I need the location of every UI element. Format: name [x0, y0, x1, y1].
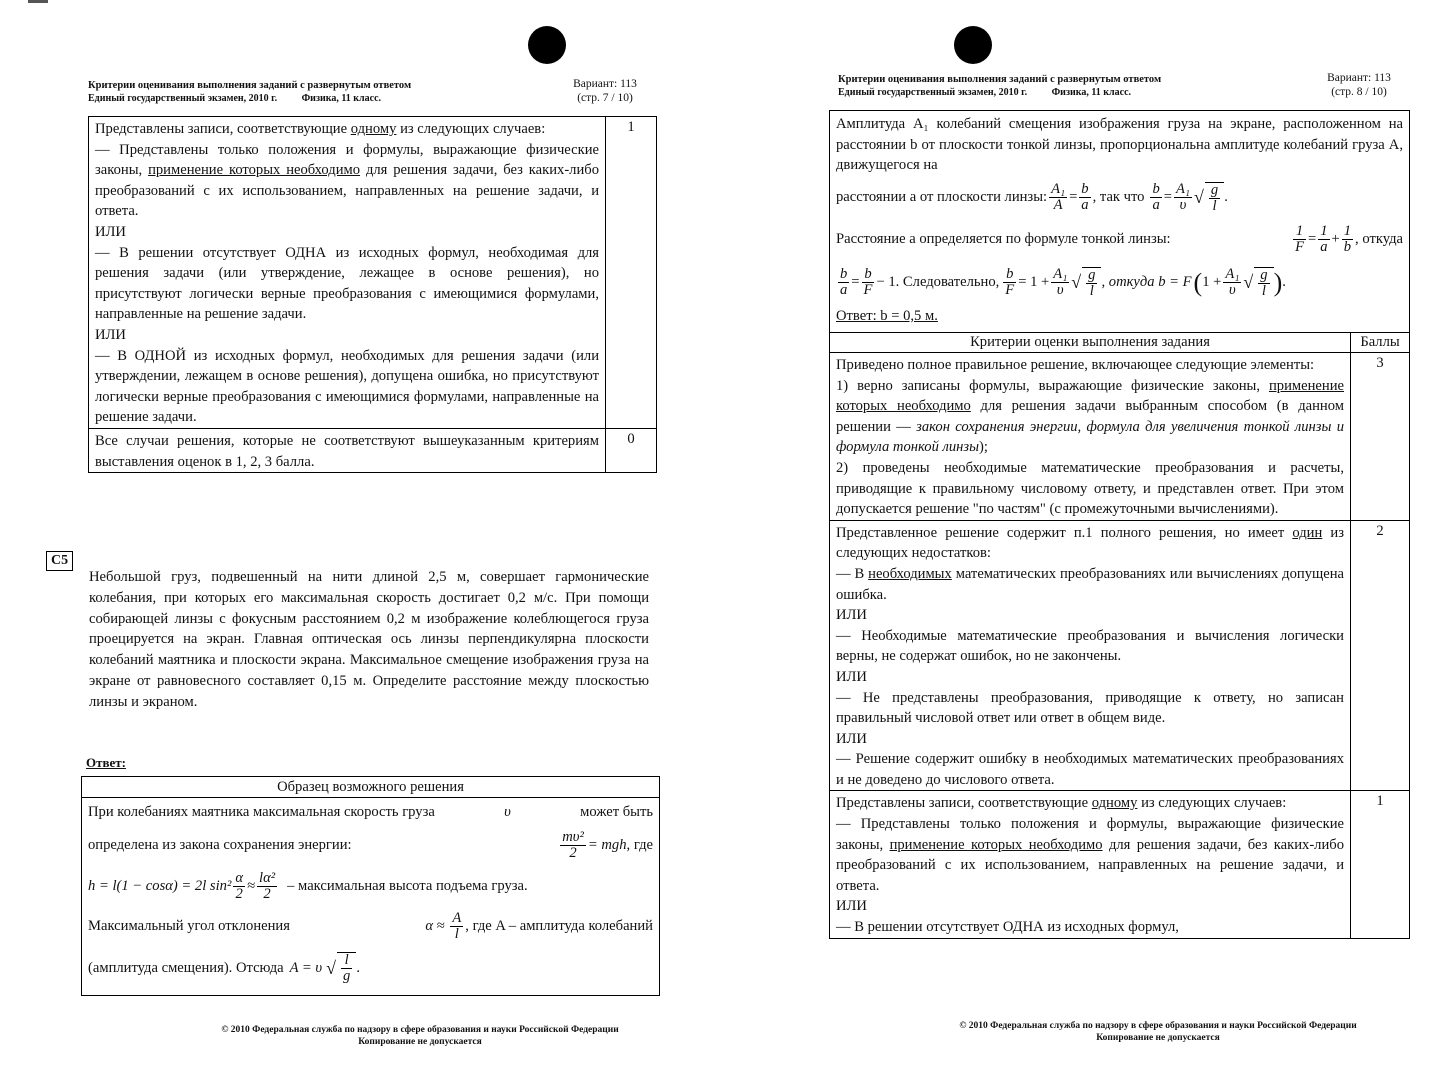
criteria-underlined: применение которых необходимо [889, 836, 1103, 853]
solution-body [830, 111, 1409, 329]
criteria-intro-end: из следующих случаев: [396, 121, 546, 137]
criteria-row [830, 520, 1410, 791]
fraction-den: b [1343, 239, 1352, 256]
criteria-item-1 [836, 376, 1344, 458]
criteria-text [89, 117, 606, 429]
fraction-num: 1 [1343, 223, 1352, 240]
height-equation: h = l(1 − cosα) = 2l sin² [88, 877, 232, 894]
criteria-row [89, 428, 657, 472]
criteria-text-part: ); [979, 439, 988, 456]
solution-title: Образец возможного решения [82, 777, 659, 798]
fraction-num: α [235, 869, 243, 886]
criteria-item-2: 2) проведены необходимые математические преобразования и расчеты, приводящие к правильному числовому ответу, и представлен ответ. При этом допускается решение "по частям" (с промежуточными вычислениями). [836, 459, 1344, 518]
fraction-num: b [1003, 267, 1016, 283]
task-text: Небольшой груз, подвешенный на нити длиной 2,5 м, совершает гармонические колебания, при которых его максимальная скорость достигает 0,2 м/с. При помощи собирающей линзы с фокусным расстоянием 0,2 м изображение колеблющегося груза проецируется на экран. Главная оптическая ось линзы перпендикулярна плоскости колебаний маятника и плоскости экрана. Максимальное смещение изображения груза на экране от равновесного составляет 0,15 м. Определите расстояние между плоскостью линзы и экраном. [89, 569, 649, 710]
criteria-text-part: Представленное решение содержит п.1 полного решения, но имеет [836, 524, 1293, 541]
fraction-num: A₁ [1225, 266, 1240, 283]
solution-text: − 1. Следовательно, [876, 274, 1000, 291]
fraction-den: 2 [235, 885, 243, 902]
equation-part: , откуда b = F [1101, 274, 1192, 291]
criteria-case-2: — В решении отсутствует ОДНА из исходных формул, [836, 919, 1179, 936]
solution-line: расстоянии a от плоскости линзы: $\frac{\text{A₁}}{A}$ = $\frac{b}{a}$ , так что $\frac{b}{a}$ = $\frac{\text{A₁}}{\upsilon}$ √ $\frac{g}{l}$ . [836, 181, 1228, 214]
criteria-score: 2 [1351, 520, 1410, 791]
fraction-den: a [1320, 239, 1328, 256]
fraction-den: l [454, 925, 459, 942]
table-header-row [830, 333, 1410, 353]
fraction-den: F [1005, 282, 1015, 299]
page-footer [120, 1024, 720, 1048]
criteria-row [830, 353, 1410, 521]
fraction-num: 1 [1320, 223, 1328, 240]
solution-text: При колебаниях маятника максимальная скорость груза [88, 804, 435, 820]
sqrt-body [1205, 182, 1224, 214]
or-separator: ИЛИ [836, 898, 867, 915]
criteria-row [830, 791, 1410, 938]
fraction-num: l [341, 953, 352, 969]
criteria-case-2: — Необходимые математические преобразования и вычисления логически верны, не содержат ошибок, но не закончены. [836, 627, 1344, 665]
fraction-den: F [863, 282, 873, 299]
criteria-text: Все случаи решения, которые не соответствуют вышеуказанным критериям выставления оценок в 1, 2, 3 балла. [89, 428, 606, 472]
fraction [1079, 182, 1090, 213]
fraction-num: A₁ [1053, 266, 1068, 283]
lens-equation: $\frac{1}{F}$ = $\frac{1}{a}$ + $\frac{1}{b}$ , откуда [1295, 223, 1403, 256]
page-footer [858, 1020, 1456, 1044]
solution-line [88, 906, 653, 946]
criteria-text-part: для решения задачи, без каких-либо преобразований с их использованием, направленных на решение задачи, и ответа. [836, 836, 1345, 894]
fraction [257, 871, 277, 902]
variant-number: Вариант: 113 [1327, 72, 1391, 84]
criteria-text-part: — Представлены только положения и формулы, выражающие физические законы, [836, 816, 1344, 853]
fraction [1003, 267, 1016, 298]
approx-sign: ≈ [247, 877, 256, 894]
criteria-table-continued [88, 116, 657, 473]
fraction-den: l [1212, 197, 1217, 214]
fraction [838, 267, 849, 298]
header-title: Критерии оценивания выполнения заданий с развернутым ответом [838, 74, 1162, 85]
equation-part: 1 + [1202, 274, 1222, 291]
solution-line: (амплитуда смещения). Отсюда A = υ √ $\frac{l}{g}$ . [88, 952, 360, 984]
criteria-intro: Представлены записи, соответствующие [95, 121, 351, 137]
solution-text: – максимальная высота подъема груза. [287, 877, 528, 894]
criteria-case-1 [836, 564, 1344, 605]
equation-rhs: = mgh [587, 836, 627, 853]
footer-copyright: © 2010 Федеральная служба по надзору в сфере образования и науки Российской Федерации [959, 1021, 1357, 1031]
fraction-num: b [1152, 181, 1160, 198]
footer-notice: Копирование не допускается [358, 1037, 482, 1047]
criteria-intro [836, 793, 1344, 814]
criteria-case-1 [836, 814, 1344, 896]
fraction-den: υ [1179, 197, 1187, 214]
header-subject: Физика, 11 класс. [1051, 87, 1132, 98]
criteria-case-3: — В ОДНОЙ из исходных формул, необходимых для решения задачи (или утверждении, лежащем в основе решения), допущена ошибка, но присутствуют логически верные преобразования с имеющимися формулами, направленные на решение задачи. [95, 347, 599, 426]
solution-text: может быть [580, 804, 653, 820]
solution-text: , где A – амплитуда колебаний [465, 917, 653, 934]
criteria-text-part: из следующих случаев: [1137, 795, 1287, 812]
solution-continued-box [829, 110, 1410, 333]
sqrt-sign: √ [1194, 187, 1204, 208]
fraction [1342, 224, 1353, 255]
criteria-text [830, 520, 1351, 791]
fraction-den: A [1053, 197, 1063, 214]
criteria-text [830, 791, 1351, 938]
fraction-den: l [1089, 282, 1094, 299]
fraction [1086, 268, 1097, 299]
fraction-den: 2 [263, 885, 271, 902]
criteria-intro-underlined: одному [350, 121, 397, 137]
amplitude-equation: A = υ [289, 959, 323, 976]
criteria-text [830, 353, 1351, 521]
fraction-num: lα² [259, 869, 276, 886]
fraction-den: F [1295, 239, 1304, 256]
right-page [728, 0, 1456, 1066]
registration-dot [954, 26, 992, 64]
equation-lhs: α ≈ [425, 917, 445, 934]
solution-text: Расстояние a определяется по формуле тонкой линзы: [836, 231, 1171, 248]
header-exam: Единый государственный экзамен, 2010 г. [88, 93, 278, 104]
task-label: C5 [46, 551, 73, 571]
sqrt-body [1254, 267, 1273, 299]
page-number: (стр. 8 / 10) [1331, 86, 1387, 98]
solution-text: , так что [1092, 189, 1145, 206]
solution-line: $\frac{b}{a}$ = $\frac{b}{F}$ − 1. Следовательно, $\frac{b}{F}$ = 1 + $\frac{\text{A₁}}{\upsilon}$ √ $\frac{g}{l}$ , откуда b = F ( 1 + $\frac{\text{A₁}}{\upsilon}$ √ $\frac{g}{l}$ ) . [840, 266, 1286, 299]
fraction-num: A₁ [1176, 181, 1191, 198]
energy-equation [558, 830, 653, 861]
criteria-case-1-end: для решения задачи, без каких-либо преобразований с их использованием, направленных на решение задачи, и ответа. [95, 162, 600, 220]
fraction [450, 911, 463, 942]
fraction-den: a [1152, 197, 1160, 214]
fraction-num: A₁ [1051, 181, 1066, 198]
fraction [1258, 268, 1269, 299]
or-separator: ИЛИ [836, 668, 867, 685]
criteria-underlined: один [1292, 524, 1323, 541]
fraction [560, 830, 586, 861]
fraction-den: υ [1056, 282, 1064, 299]
criteria-score: 0 [606, 428, 657, 472]
variant-block [560, 77, 650, 105]
variant-number: Вариант: 113 [573, 78, 637, 90]
criteria-text-part: для решения задачи выбранным способом (в данном решении — [836, 398, 1344, 435]
speed-symbol: υ [504, 804, 511, 820]
sqrt-sign: √ [1243, 272, 1254, 293]
fraction [1318, 224, 1329, 255]
fraction-num: b [1081, 181, 1089, 198]
criteria-table [829, 332, 1410, 939]
criteria-underlined: одному [1091, 795, 1138, 812]
fraction [1174, 182, 1192, 213]
fraction-num: A [452, 909, 462, 926]
solution-text: , откуда [1355, 231, 1403, 248]
criteria-row [89, 117, 657, 429]
fraction [1051, 267, 1069, 298]
fraction [1223, 267, 1241, 298]
criteria-intro [836, 523, 1344, 564]
fraction [1209, 183, 1220, 214]
header-subtitle [838, 86, 1298, 99]
criteria-text-part: — В [836, 565, 869, 582]
fraction-num: b [840, 266, 848, 283]
or-separator: ИЛИ [836, 607, 867, 624]
registration-dot [528, 26, 566, 64]
fraction-den: g [343, 968, 351, 984]
criteria-score: 1 [1351, 791, 1410, 938]
solution-line [836, 220, 1403, 260]
criteria-italic: закон сохранения энергии, формула для увеличения тонкой линзы и формула тонкой линзы [836, 418, 1344, 456]
fraction-num: b [862, 267, 875, 283]
solution-text: , где [626, 836, 653, 853]
sqrt-sign: √ [1071, 272, 1082, 293]
fraction-num: g [1260, 266, 1268, 283]
fraction [1150, 182, 1161, 213]
sqrt-sign: √ [326, 957, 337, 978]
criteria-text-part: Представлены записи, соответствующие [836, 795, 1092, 812]
criteria-case-1-underlined: применение которых необходимо [148, 162, 361, 179]
criteria-underlined: необходимых [868, 565, 952, 582]
header-subtitle [88, 92, 548, 105]
header-exam: Единый государственный экзамен, 2010 г. [838, 87, 1028, 98]
solution-line [88, 824, 653, 866]
equation-part: = 1 + [1018, 274, 1050, 291]
solution-text: (амплитуда смещения). Отсюда [88, 959, 284, 976]
sqrt-body [337, 952, 356, 984]
column-header-criteria: Критерии оценки выполнения задания [830, 333, 1351, 353]
solution-box [81, 776, 660, 996]
angle-equation [425, 911, 653, 942]
page-header [838, 73, 1298, 99]
criteria-case-1: — Представлены только положения и формулы, выражающие физические законы, [95, 141, 599, 179]
header-subject: Физика, 11 класс. [301, 93, 382, 104]
solution-body [82, 798, 659, 992]
criteria-intro: Приведено полное правильное решение, включающее следующие элементы: [836, 357, 1315, 373]
criteria-case-3: — Не представлены преобразования, приводящие к ответу, но записан правильный числовой ответ или ответ в общем виде. [836, 689, 1344, 727]
fraction-den: l [1261, 282, 1266, 299]
or-separator: ИЛИ [836, 730, 867, 747]
fraction-den: a [840, 282, 848, 299]
fraction [1293, 224, 1306, 255]
fraction-den: a [1081, 197, 1089, 214]
fraction-num: mυ² [562, 828, 584, 845]
page-number: (стр. 7 / 10) [577, 92, 633, 104]
fraction [862, 267, 875, 298]
fraction [1049, 182, 1067, 213]
answer-line: Ответ: b = 0,5 м. [836, 307, 938, 324]
solution-line [88, 866, 653, 906]
fraction-den: 2 [569, 844, 577, 861]
criteria-case-4: — Решение содержит ошибку в необходимых математических преобразованиях и не доведено до числового ответа. [836, 751, 1344, 788]
criteria-case-2: — В решении отсутствует ОДНА из исходных формул, необходимая для решения задачи (или утверждение, лежащее в основе решения), но присутствуют логически верные преобразования с имеющимися формулами, направленные на решение задачи. [95, 244, 599, 323]
variant-block [1314, 71, 1404, 99]
criteria-underlined: применение которых необходимо [836, 377, 1344, 415]
solution-line [88, 800, 653, 824]
answer-label: Ответ: [86, 755, 127, 770]
equation-part: . [1282, 274, 1286, 291]
fraction-num: g [1088, 266, 1096, 283]
fraction [341, 953, 352, 984]
or-separator: ИЛИ [95, 223, 126, 240]
header-title: Критерии оценивания выполнения заданий с развернутым ответом [88, 80, 412, 91]
page-header [88, 79, 548, 105]
criteria-text-part: из следующих недостатков: [836, 524, 1344, 562]
footer-notice: Копирование не допускается [1096, 1033, 1220, 1043]
footer-copyright: © 2010 Федеральная служба по надзору в сфере образования и науки Российской Федерации [221, 1025, 619, 1035]
solution-text: определена из закона сохранения энергии: [88, 836, 352, 853]
criteria-score: 3 [1351, 353, 1410, 521]
solution-text: Максимальный угол отклонения [88, 917, 290, 934]
solution-text: расстоянии a от плоскости линзы: [836, 189, 1048, 206]
criteria-text-part: математических преобразованиях или вычислениях допущена ошибка. [836, 565, 1344, 603]
equals-sign: = [1069, 189, 1078, 206]
criteria-text-part: 1) верно записаны формулы, выражающие физические законы, [836, 377, 1269, 394]
fraction [233, 871, 245, 902]
fraction-num: 1 [1293, 224, 1306, 240]
sqrt-body [1082, 267, 1101, 299]
solution-paragraph: Амплитуда A₁ колебаний смещения изображения груза на экране, расположенном на расстоянии b от плоскости тонкой линзы, пропорциональна амплитуде колебаний груза A, движущегося на [836, 116, 1403, 174]
column-header-score: Баллы [1351, 333, 1410, 353]
or-separator: ИЛИ [95, 326, 126, 343]
fraction-num: g [1210, 181, 1219, 198]
criteria-score: 1 [606, 117, 657, 429]
fraction-den: υ [1229, 282, 1236, 299]
